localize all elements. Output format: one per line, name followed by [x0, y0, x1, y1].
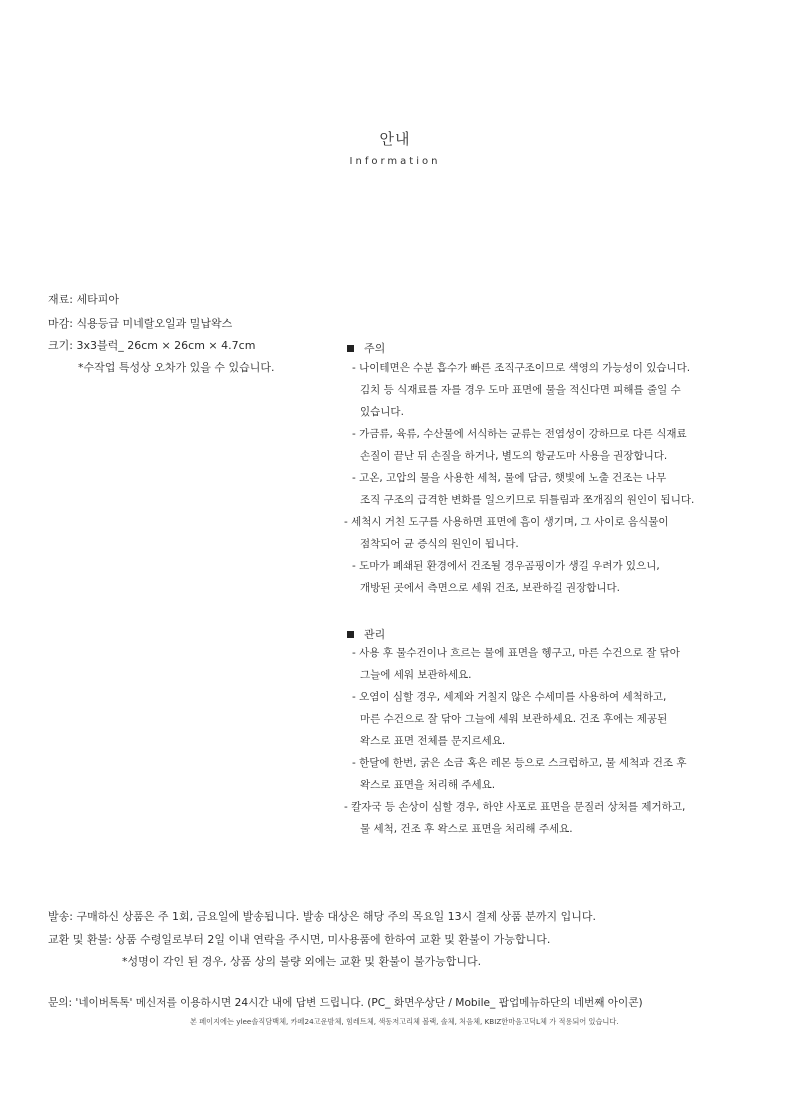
care-line: - 칼자국 등 손상이 심할 경우, 하얀 사포로 표면을 문질러 상처를 제거하고, — [344, 801, 686, 813]
exchange-note: *성명이 각인 된 경우, 상품 상의 불량 외에는 교환 및 환불이 불가능합니다. — [122, 955, 482, 968]
bullet-square-icon — [347, 345, 354, 352]
page-title: 안내 — [379, 130, 411, 148]
caution-line: - 가금류, 육류, 수산물에 서식하는 균류는 전염성이 강하므로 다른 식재료 — [352, 428, 687, 440]
caution-line: 개방된 곳에서 측면으로 세워 건조, 보관하길 권장합니다. — [360, 582, 620, 594]
care-line: 왁스로 표면을 처리해 주세요. — [360, 779, 496, 791]
caution-line: - 나이테면은 수분 흡수가 빠른 조직구조이므로 색영의 가능성이 있습니다. — [352, 362, 691, 374]
care-line: 마른 수건으로 잘 닦아 그늘에 세워 보관하세요. 건조 후에는 제공된 — [360, 713, 668, 725]
care-line: - 한달에 한번, 굵은 소금 혹은 레몬 등으로 스크럽하고, 물 세척과 건조 후 — [352, 757, 687, 769]
caution-line: 있습니다. — [360, 406, 404, 418]
caution-line: 손질이 끝난 뒤 손질을 하거나, 별도의 항균도마 사용을 권장합니다. — [360, 450, 668, 462]
caution-line: 점착되어 균 증식의 원인이 됩니다. — [360, 538, 519, 550]
caution-line: - 세척시 거친 도구를 사용하면 표면에 흠이 생기며, 그 사이로 음식물이 — [344, 516, 669, 528]
care-line: 물 세척, 건조 후 왁스로 표면을 처리해 주세요. — [360, 823, 573, 835]
spec-size-note: *수작업 특성상 오차가 있을 수 있습니다. — [78, 361, 275, 374]
care-line: 그늘에 세워 보관하세요. — [360, 669, 472, 681]
caution-line: 조직 구조의 급격한 변화를 일으키므로 뒤틀림과 쪼개짐의 원인이 됩니다. — [360, 494, 695, 506]
bullet-square-icon — [347, 631, 354, 638]
care-line: - 오염이 심할 경우, 세제와 거칠지 않은 수세미를 사용하여 세척하고, — [352, 691, 667, 703]
font-notice: 본 페이지에는 ylee솔직담백체, 카페24고운밤체, 힘레트체, 색동저고리체 볼랙, 솔체, 처음체, KBIZ한마음고딕L체 가 적용되어 있습니다. — [190, 1017, 619, 1026]
care-heading-label: 관리 — [364, 628, 386, 641]
spec-finish: 마감: 식용등급 미네랄오일과 밀납왁스 — [48, 317, 233, 330]
caution-line: - 도마가 폐쇄된 환경에서 건조될 경우곰핑이가 생길 우려가 있으니, — [352, 560, 660, 572]
spec-material: 재료: 세타피아 — [48, 293, 119, 306]
page-subtitle: Information — [349, 156, 441, 167]
shipping-info: 발송: 구매하신 상품은 주 1회, 금요일에 발송됩니다. 발송 대상은 해당 주의 목요일 13시 결제 상품 분까지 입니다. — [48, 910, 597, 923]
care-line: - 사용 후 물수건이나 흐르는 물에 표면을 헹구고, 마른 수건으로 잘 닦아 — [352, 647, 680, 659]
caution-heading-label: 주의 — [364, 342, 386, 355]
caution-line: - 고온, 고압의 물을 사용한 세척, 물에 담금, 햇빛에 노출 건조는 나무 — [352, 472, 667, 484]
care-line: 왁스로 표면 전체를 문지르세요. — [360, 735, 506, 747]
exchange-info: 교환 및 환불: 상품 수령일로부터 2일 이내 연락을 주시면, 미사용품에 한하여 교환 및 환불이 가능합니다. — [48, 933, 551, 946]
caution-line: 김치 등 식재료를 자를 경우 도마 표면에 물을 적신다면 피해를 줄일 수 — [360, 384, 681, 396]
care-heading — [347, 626, 385, 642]
spec-size: 크기: 3x3블럭_ 26cm × 26cm × 4.7cm — [48, 339, 256, 352]
inquiry-info: 문의: '네이버톡톡' 메신저를 이용하시면 24시간 내에 답변 드립니다. (PC_ 화면우상단 / Mobile_ 팝업메뉴하단의 네번째 아이콘) — [48, 997, 643, 1009]
caution-heading — [347, 340, 385, 356]
